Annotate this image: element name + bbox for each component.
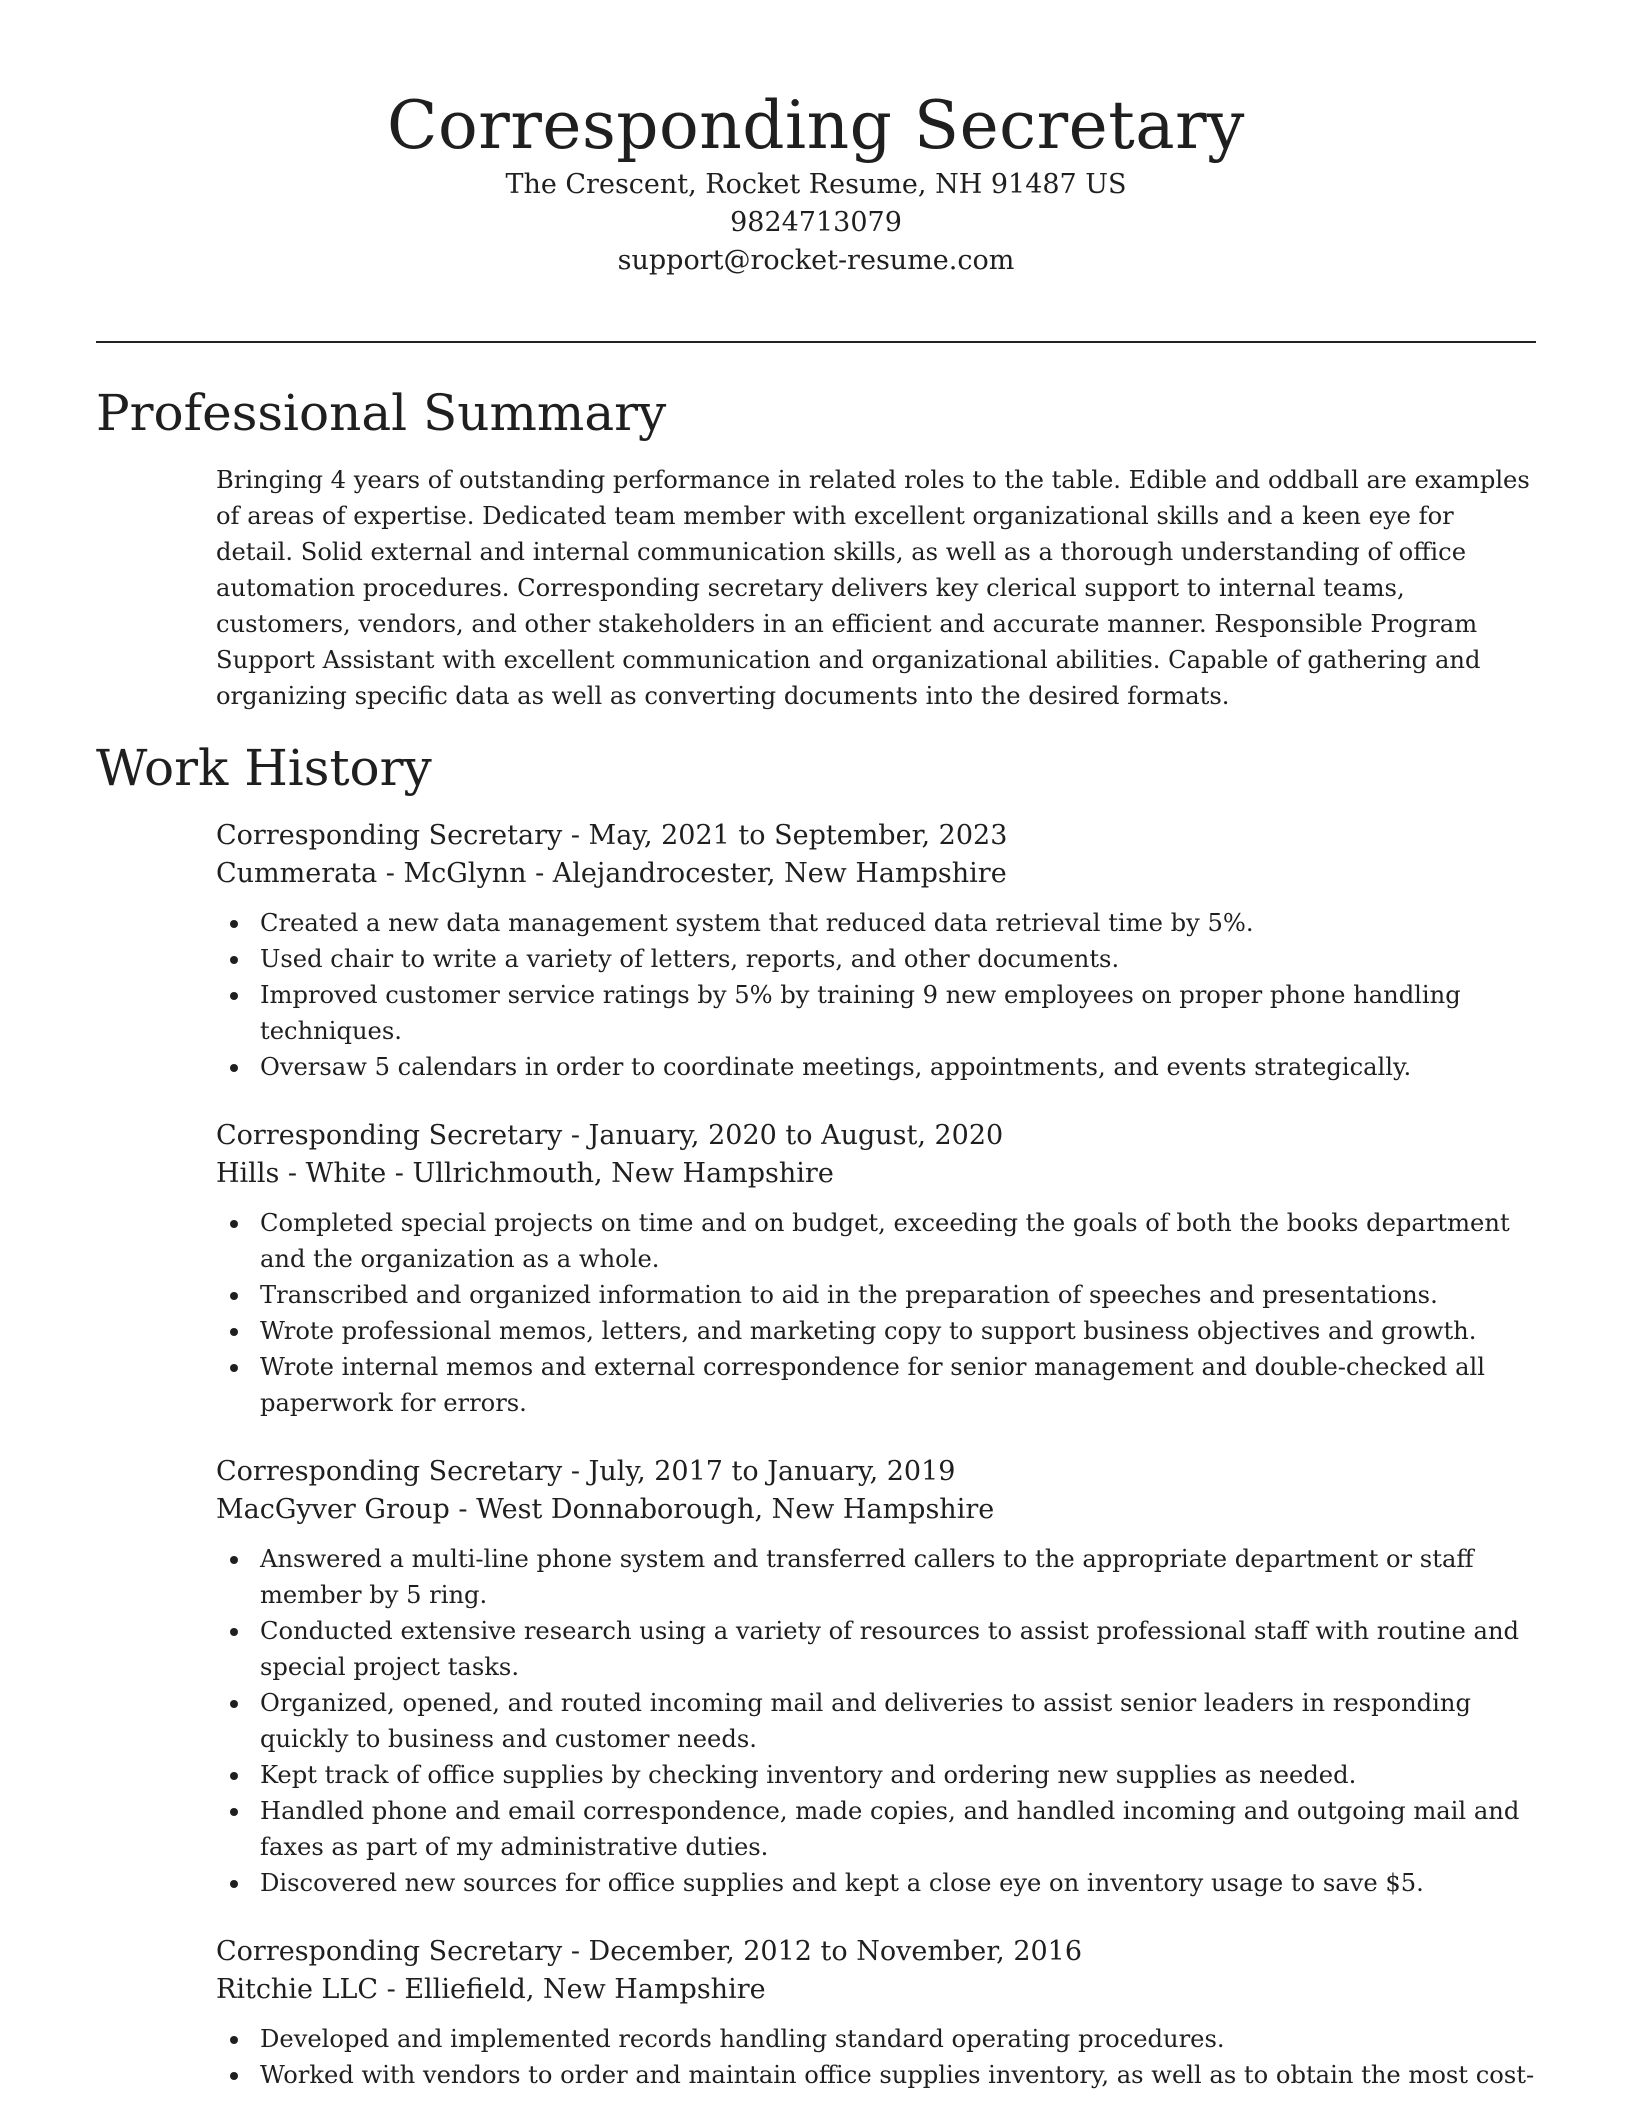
job-bullet: Developed and implemented records handling standard operating procedures. (216, 2021, 1536, 2057)
job-bullet: Transcribed and organized information to aid in the preparation of speeches and presentations. (216, 1277, 1536, 1313)
job-entry (216, 1933, 1536, 2093)
job-company: MacGyver Group (216, 1494, 450, 1525)
job-location: - Elliefield, New Hampshire (378, 1974, 766, 2005)
job-company-line (216, 1491, 1536, 1529)
contact-address: The Crescent, Rocket Resume, NH 91487 US (505, 169, 1127, 200)
job-company: Ritchie LLC (216, 1974, 379, 2005)
work-history-list (216, 817, 1536, 2125)
job-title-line (216, 817, 1536, 855)
work-history-heading: Work History (96, 739, 432, 797)
job-bullet: Conducted extensive research using a variety of resources to assist professional staff with routine and special project tasks. (216, 1613, 1536, 1685)
resume-header (96, 86, 1536, 280)
job-location: - Alejandrocester, New Hampshire (526, 858, 1007, 889)
job-bullet: Improved customer service ratings by 5% by training 9 new employees on proper phone handling techniques. (216, 977, 1536, 1049)
summary-text: Bringing 4 years of outstanding performance in related roles to the table. Edible and oddball are examples of areas of expertise. Dedicated team member with excellent organizational skills and a keen eye for detail. Solid external and internal communication skills, as well as a thorough understanding of office automation procedures. Corresponding secretary delivers key clerical support to internal teams, customers, vendors, and other stakeholders in an efficient and accurate manner. Responsible Program Support Assistant with excellent communication and organizational abilities. Capable of gathering and organizing specific data as well as converting documents into the desired formats. (216, 466, 1530, 710)
job-company: Hills - White (216, 1158, 387, 1189)
job-bullet: Organized, opened, and routed incoming mail and deliveries to assist senior leaders in responding quickly to business and customer needs. (216, 1685, 1536, 1757)
job-company-line (216, 1155, 1536, 1193)
job-dates: - May, 2021 to September, 2023 (562, 820, 1008, 851)
job-entry (216, 1117, 1536, 1421)
job-location: - West Donnaborough, New Hampshire (449, 1494, 995, 1525)
job-company-line (216, 855, 1536, 893)
job-dates: - December, 2012 to November, 2016 (562, 1936, 1083, 1967)
job-bullet: Worked with vendors to order and maintain office supplies inventory, as well as to obtain the most cost- (216, 2057, 1536, 2093)
job-title-line (216, 1453, 1536, 1491)
job-role: Corresponding Secretary (216, 820, 563, 851)
job-bullet: Handled phone and email correspondence, made copies, and handled incoming and outgoing mail and faxes as part of my administrative duties. (216, 1793, 1536, 1865)
job-bullets (216, 1541, 1536, 1901)
job-bullets (216, 1205, 1536, 1421)
job-role: Corresponding Secretary (216, 1456, 563, 1487)
candidate-name: Corresponding Secretary (387, 87, 1245, 164)
job-title-line (216, 1117, 1536, 1155)
contact-email: support@rocket-resume.com (617, 245, 1015, 276)
contact-phone: 9824713079 (730, 207, 902, 238)
job-bullet: Wrote internal memos and external correspondence for senior management and double-checked all paperwork for errors. (216, 1349, 1536, 1421)
job-bullet: Kept track of office supplies by checking inventory and ordering new supplies as needed. (216, 1757, 1536, 1793)
job-bullet: Answered a multi-line phone system and transferred callers to the appropriate department or staff member by 5 ring. (216, 1541, 1536, 1613)
job-company: Cummerata - McGlynn (216, 858, 527, 889)
job-bullet: Used chair to write a variety of letters, reports, and other documents. (216, 941, 1536, 977)
job-role: Corresponding Secretary (216, 1936, 563, 1967)
job-bullet: Discovered new sources for office supplies and kept a close eye on inventory usage to save $5. (216, 1865, 1536, 1901)
job-bullet: Oversaw 5 calendars in order to coordinate meetings, appointments, and events strategically. (216, 1049, 1536, 1085)
job-title-line (216, 1933, 1536, 1971)
summary-heading: Professional Summary (96, 384, 667, 442)
job-entry (216, 817, 1536, 1085)
job-bullet: Wrote professional memos, letters, and marketing copy to support business objectives and growth. (216, 1313, 1536, 1349)
job-dates: - January, 2020 to August, 2020 (562, 1120, 1004, 1151)
job-bullets (216, 2021, 1536, 2093)
job-company-line (216, 1971, 1536, 2009)
job-role: Corresponding Secretary (216, 1120, 563, 1151)
job-bullet: Completed special projects on time and on budget, exceeding the goals of both the books department and the organization as a whole. (216, 1205, 1536, 1277)
header-divider (96, 341, 1536, 343)
job-location: - Ullrichmouth, New Hampshire (386, 1158, 834, 1189)
job-bullet: Created a new data management system that reduced data retrieval time by 5%. (216, 905, 1536, 941)
job-entry (216, 1453, 1536, 1901)
job-bullets (216, 905, 1536, 1085)
job-dates: - July, 2017 to January, 2019 (562, 1456, 956, 1487)
